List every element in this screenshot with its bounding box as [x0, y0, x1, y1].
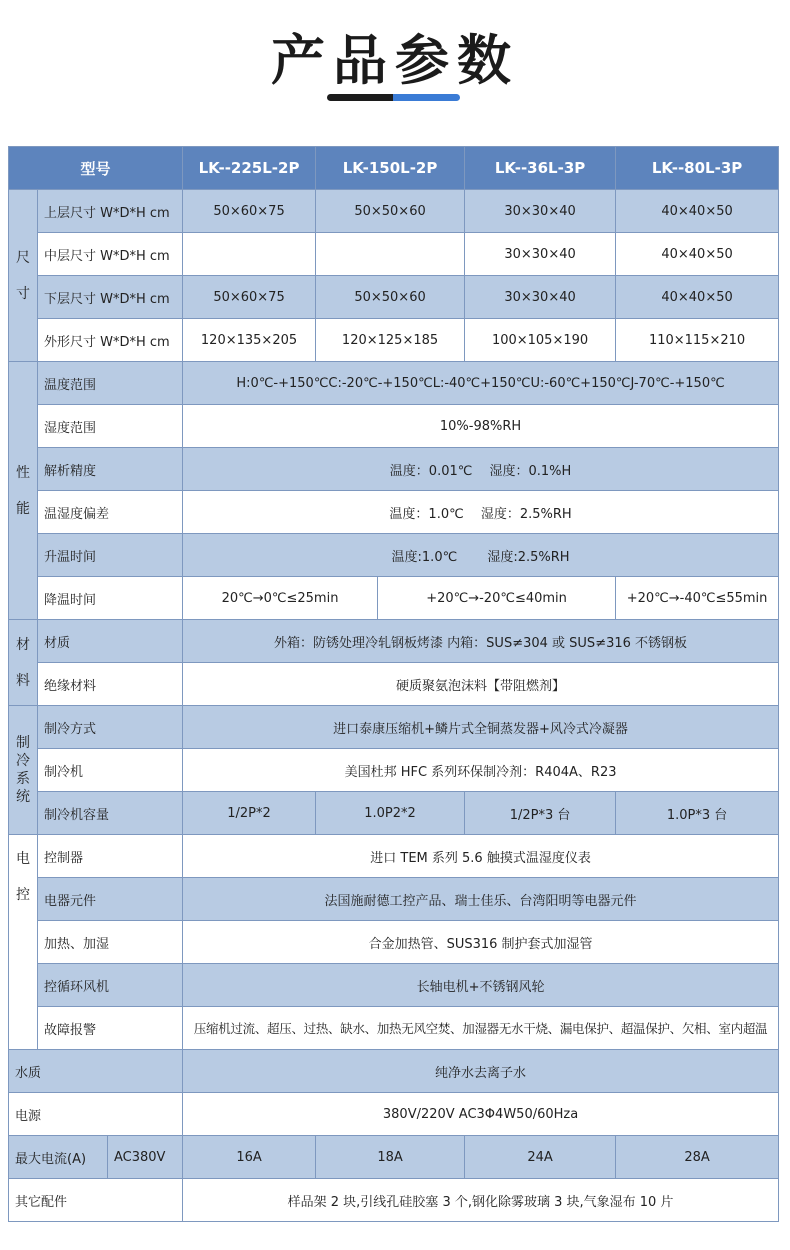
category-size: 尺 寸	[9, 190, 38, 362]
spec-table	[8, 146, 779, 1222]
title-underline-blue	[393, 94, 460, 101]
cell: 30×30×40	[465, 190, 616, 233]
cell: 温度：1.0℃ 湿度：2.5%RH	[183, 491, 779, 534]
model-4: LK--80L-3P	[616, 147, 779, 190]
row-label: 控循环风机	[38, 964, 183, 1007]
row-label: 温度范围	[38, 362, 183, 405]
row-label: 控制器	[38, 835, 183, 878]
cell: 120×135×205	[183, 319, 316, 362]
row-label: 故障报警	[38, 1007, 183, 1050]
cell: 40×40×50	[616, 190, 779, 233]
cell: 硬质聚氨泡沫料【带阻燃剂】	[183, 663, 779, 706]
model-2: LK-150L-2P	[316, 147, 465, 190]
row-label: 材质	[38, 620, 183, 663]
cell: 进口 TEM 系列 5.6 触摸式温湿度仪表	[183, 835, 779, 878]
model-1: LK--225L-2P	[183, 147, 316, 190]
row-label: 解析精度	[38, 448, 183, 491]
table-row	[9, 878, 779, 921]
model-header: 型号	[9, 147, 183, 190]
row-label: 下层尺寸 W*D*H cm	[38, 276, 183, 319]
cell: 法国施耐德工控产品、瑞士佳乐、台湾阳明等电器元件	[183, 878, 779, 921]
row-label: 中层尺寸 W*D*H cm	[38, 233, 183, 276]
cell: 进口泰康压缩机+鳞片式全铜蒸发器+风冷式冷凝器	[183, 706, 779, 749]
cell: 50×60×75	[183, 190, 316, 233]
row-label: 制冷机容量	[38, 792, 183, 835]
page-title: 产品参数	[271, 29, 519, 92]
table-row	[9, 577, 779, 620]
cell: 长轴电机+不锈钢风轮	[183, 964, 779, 1007]
cell: 24A	[465, 1136, 616, 1179]
row-label: 上层尺寸 W*D*H cm	[38, 190, 183, 233]
table-row	[9, 491, 779, 534]
cell: H:0℃-+150℃C:-20℃-+150℃L:-40℃+150℃U:-60℃+150℃J-70℃-+150℃	[183, 362, 779, 405]
table-header-row	[9, 147, 779, 190]
row-label: 加热、加湿	[38, 921, 183, 964]
cell: 10%-98%RH	[183, 405, 779, 448]
cell: 温度：0.01℃ 湿度：0.1%H	[183, 448, 779, 491]
cell: 压缩机过流、超压、过热、缺水、加热无风空焚、加湿器无水干烧、漏电保护、超温保护、欠相、室内超温	[183, 1007, 779, 1050]
cell: 样品架 2 块,引线孔硅胶塞 3 个,钢化除雾玻璃 3 块,气象湿布 10 片	[183, 1179, 779, 1222]
cell: 380V/220V AC3Φ4W50/60Hza	[183, 1093, 779, 1136]
cell: 1.0P*3 台	[616, 792, 779, 835]
title-underline-dark	[327, 94, 397, 101]
table-row	[9, 620, 779, 663]
table-row	[9, 921, 779, 964]
cell: +20℃→-40℃≤55min	[616, 577, 779, 620]
cell: 20℃→0℃≤25min	[183, 577, 378, 620]
cell: 16A	[183, 1136, 316, 1179]
row-label: 制冷机	[38, 749, 183, 792]
cell: 1/2P*2	[183, 792, 316, 835]
model-3: LK--36L-3P	[465, 147, 616, 190]
table-row	[9, 319, 779, 362]
row-label: 温湿度偏差	[38, 491, 183, 534]
cell: 50×60×75	[183, 276, 316, 319]
row-label: 水质	[9, 1050, 183, 1093]
cell: 50×50×60	[316, 190, 465, 233]
table-row	[9, 1093, 779, 1136]
cell: 40×40×50	[616, 233, 779, 276]
row-label: 最大电流(A)	[9, 1136, 108, 1179]
table-row	[9, 1179, 779, 1222]
row-label: 电器元件	[38, 878, 183, 921]
table-row	[9, 749, 779, 792]
table-row	[9, 964, 779, 1007]
cell: 30×30×40	[465, 276, 616, 319]
table-row	[9, 663, 779, 706]
row-label: 绝缘材料	[38, 663, 183, 706]
table-row	[9, 1007, 779, 1050]
category-performance: 性 能	[9, 362, 38, 620]
table-row	[9, 1050, 779, 1093]
cell: 28A	[616, 1136, 779, 1179]
row-sublabel: AC380V	[108, 1136, 183, 1179]
table-row	[9, 362, 779, 405]
table-row	[9, 706, 779, 749]
table-row	[9, 190, 779, 233]
row-label: 升温时间	[38, 534, 183, 577]
row-label: 降温时间	[38, 577, 183, 620]
table-row	[9, 1136, 779, 1179]
table-row	[9, 835, 779, 878]
table-row	[9, 233, 779, 276]
category-refrigeration: 制 冷 系 统	[9, 706, 38, 835]
table-row	[9, 405, 779, 448]
cell: 110×115×210	[616, 319, 779, 362]
category-material: 材 料	[9, 620, 38, 706]
row-label: 电源	[9, 1093, 183, 1136]
cell: 温度:1.0℃ 湿度:2.5%RH	[183, 534, 779, 577]
cell: 1.0P2*2	[316, 792, 465, 835]
cell: 美国杜邦 HFC 系列环保制冷剂：R404A、R23	[183, 749, 779, 792]
row-label: 制冷方式	[38, 706, 183, 749]
cell	[183, 233, 316, 276]
cell: 外箱：防锈处理冷轧钢板烤漆 内箱：SUS≠304 或 SUS≠316 不锈钢板	[183, 620, 779, 663]
cell: 18A	[316, 1136, 465, 1179]
cell: 1/2P*3 台	[465, 792, 616, 835]
cell: 合金加热管、SUS316 制护套式加湿管	[183, 921, 779, 964]
cell: 100×105×190	[465, 319, 616, 362]
cell	[316, 233, 465, 276]
row-label: 湿度范围	[38, 405, 183, 448]
cell: 120×125×185	[316, 319, 465, 362]
cell: 40×40×50	[616, 276, 779, 319]
category-electric: 电 控	[9, 835, 38, 1050]
table-row	[9, 534, 779, 577]
table-row	[9, 792, 779, 835]
cell: +20℃→-20℃≤40min	[378, 577, 616, 620]
cell: 30×30×40	[465, 233, 616, 276]
row-label: 外形尺寸 W*D*H cm	[38, 319, 183, 362]
table-row	[9, 276, 779, 319]
cell: 50×50×60	[316, 276, 465, 319]
table-row	[9, 448, 779, 491]
row-label: 其它配件	[9, 1179, 183, 1222]
cell: 纯净水去离子水	[183, 1050, 779, 1093]
